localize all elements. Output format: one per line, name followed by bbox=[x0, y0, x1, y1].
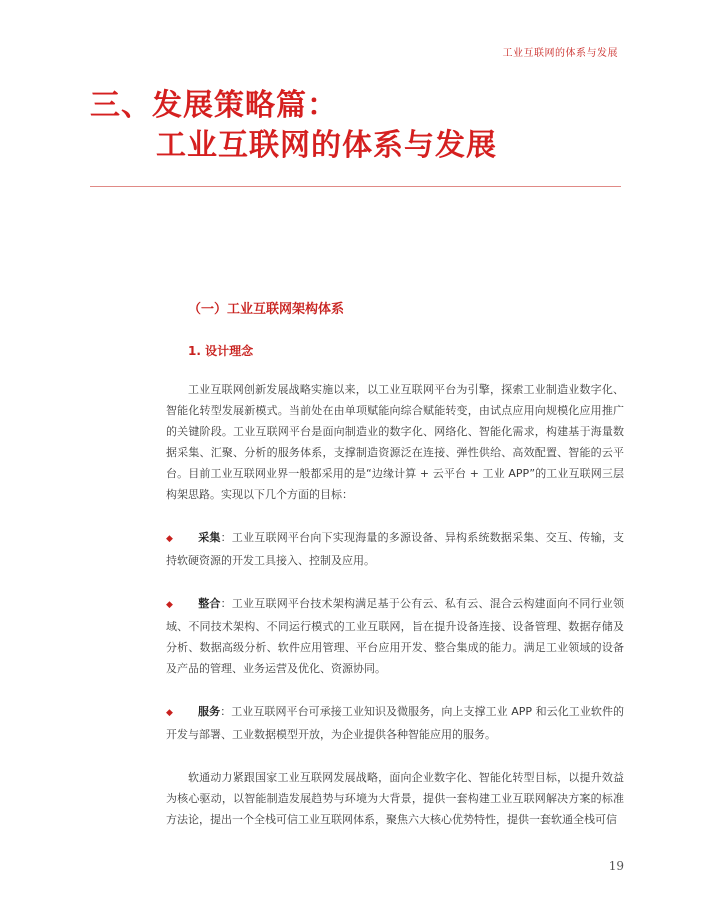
diamond-bullet-icon: ◆ bbox=[166, 534, 173, 544]
bullet-item-collect bbox=[166, 527, 624, 571]
bullet-item-integrate bbox=[166, 593, 624, 679]
running-header: 工业互联网的体系与发展 bbox=[502, 48, 618, 59]
bullet-item-service bbox=[166, 701, 624, 745]
diamond-bullet-icon: ◆ bbox=[166, 600, 173, 610]
page-number: 19 bbox=[608, 859, 624, 873]
diamond-bullet-icon: ◆ bbox=[166, 708, 173, 718]
chapter-title-line2: 工业互联网的体系与发展 bbox=[156, 128, 497, 163]
bullet-text: ：工业互联网平台可承接工业知识及微服务，向上支撑工业 APP 和云化工业软件的开发与部署、工业数据模型开放，为企业提供各种智能应用的服务。 bbox=[166, 705, 624, 741]
body-content bbox=[166, 300, 624, 830]
chapter-title-line1: 三、发展策略篇： bbox=[90, 88, 338, 123]
intro-paragraph: 工业互联网创新发展战略实施以来，以工业互联网平台为引擎，探索工业制造业数字化、智能化转型发展新模式。当前处在由单项赋能向综合赋能转变，由试点应用向规模化应用推广的关键阶段。工业互联网平台是面向制造业的数字化、网络化、智能化需求，构建基于海量数据采集、汇聚、分析的服务体系，支撑制造资源泛在连接、弹性供给、高效配置、智能的云平台。目前工业互联网业界一般都采用的是“边缘计算 + 云平台 + 工业 APP”的工业互联网三层构架思路。实现以下几个方面的目标： bbox=[166, 383, 624, 501]
subsection-heading: 1. 设计理念 bbox=[188, 344, 254, 358]
bullet-text: ：工业互联网平台向下实现海量的多源设备、异构系统数据采集、交互、传输，支持软硬资源的开发工具接入、控制及应用。 bbox=[166, 531, 625, 567]
section-heading: （一）工业互联网架构体系 bbox=[188, 302, 345, 317]
chapter-title bbox=[90, 86, 497, 166]
bullet-term: 服务 bbox=[198, 705, 221, 718]
bullet-text: ：工业互联网平台技术架构满足基于公有云、私有云、混合云构建面向不同行业领域、不同技术架构、不同运行模式的工业互联网，旨在提升设备连接、设备管理、数据存储及分析、数据高级分析、软件应用管理、平台应用开发、整合集成的能力。满足工业领域的设备及产品的管理、业务运营及优化、资源协同。 bbox=[166, 597, 625, 675]
bullet-term: 整合 bbox=[198, 597, 221, 610]
closing-paragraph: 软通动力紧跟国家工业互联网发展战略，面向企业数字化、智能化转型目标，以提升效益为核心驱动，以智能制造发展趋势与环境为大背景，提供一套构建工业互联网解决方案的标准方法论，提出一个全栈可信工业互联网体系，聚焦六大核心优势特性，提供一套软通全栈可信 bbox=[166, 771, 624, 826]
title-divider bbox=[90, 186, 621, 187]
bullet-term: 采集 bbox=[198, 531, 221, 544]
